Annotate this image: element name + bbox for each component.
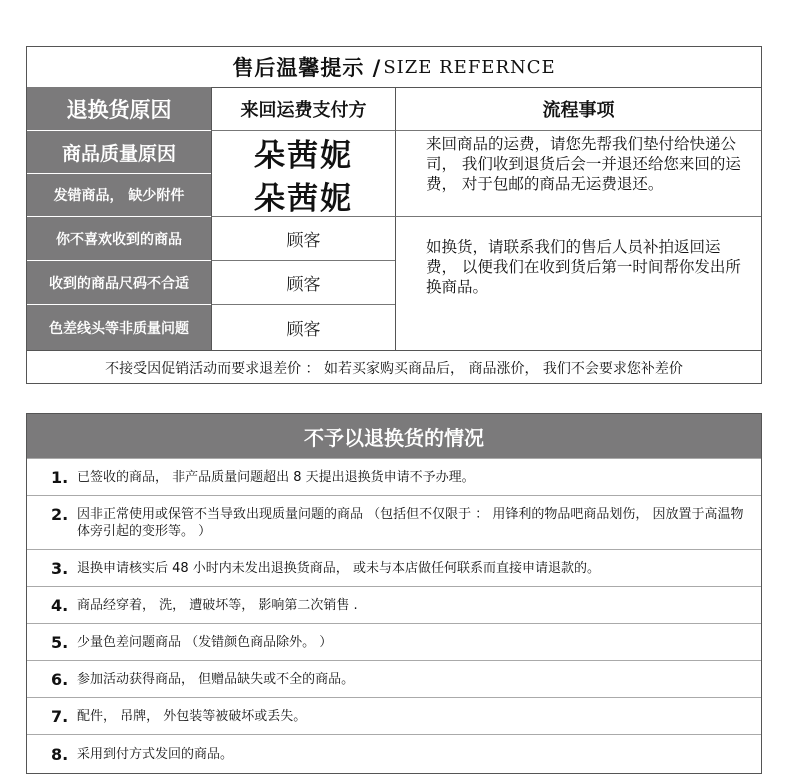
payer-customer-3: 顾客 — [211, 305, 395, 350]
payer-brand-2: 朵茜妮 — [211, 174, 395, 217]
list-item — [27, 697, 761, 734]
process-customer-paid: 如换货，请联系我们的售后人员补拍返回运费， 以便我们在收到货后第一时间帮你发出所换商品。 — [395, 217, 761, 350]
list-item — [27, 660, 761, 697]
reason-wrong-item: 发错商品， 缺少附件 — [27, 174, 211, 217]
item-text: 配件， 吊牌， 外包装等被破坏或丢失。 — [77, 708, 307, 724]
header-reason: 退换货原因 — [27, 87, 211, 131]
item-text: 退换申请核实后 48 小时内未发出退换货商品， 或未与本店做任何联系而直接申请退款的。 — [77, 560, 600, 576]
price-difference-note: 不接受因促销活动而要求退差价 ： 如若买家购买商品后， 商品涨价， 我们不会要求您补差价 — [27, 350, 761, 384]
item-number: 2. — [51, 505, 69, 524]
reason-size: 收到的商品尺码不合适 — [27, 261, 211, 305]
no-return-title: 不予以退换货的情况 — [27, 414, 761, 458]
title-cn: 售后温馨提示 / — [232, 56, 382, 80]
reason-dislike: 你不喜欢收到的商品 — [27, 217, 211, 261]
item-number: 3. — [51, 558, 69, 578]
item-text: 因非正常使用或保管不当导致出现质量问题的商品 （包括但不仅限于 ： 用锋利的物品吧商品划伤， 因放置于高温物体旁引起的变形等。 ） — [77, 506, 744, 539]
process-seller-paid: 来回商品的运费，请您先帮我们垫付给快递公司， 我们收到退货后会一并退还给您来回的运费， 对于包邮的商品无运费退还。 — [395, 131, 761, 217]
item-number: 8. — [51, 744, 69, 764]
item-text: 采用到付方式发回的商品。 — [77, 746, 234, 762]
item-number: 1. — [51, 467, 69, 487]
reason-color-diff: 色差线头等非质量问题 — [27, 305, 211, 350]
list-item — [27, 586, 761, 623]
list-item — [27, 495, 761, 549]
list-item — [27, 734, 761, 773]
header-shipping-payer: 来回运费支付方 — [211, 87, 395, 131]
item-text: 参加活动获得商品， 但赠品缺失或不全的商品。 — [77, 671, 355, 687]
item-text: 少量色差问题商品 （发错颜色商品除外。 ） — [77, 634, 333, 650]
after-sales-table — [26, 46, 762, 384]
list-item — [27, 458, 761, 495]
no-return-table — [26, 413, 762, 774]
item-number: 5. — [51, 632, 69, 652]
payer-customer-2: 顾客 — [211, 261, 395, 305]
item-number: 6. — [51, 669, 69, 689]
item-text: 已签收的商品， 非产品质量问题超出 8 天提出退换货申请不予办理。 — [77, 469, 475, 485]
item-text: 商品经穿着， 洗， 遭破坏等， 影响第二次销售 . — [77, 597, 358, 613]
list-item — [27, 549, 761, 586]
list-item — [27, 623, 761, 660]
header-process: 流程事项 — [395, 87, 761, 131]
table-title — [27, 47, 761, 88]
reason-quality: 商品质量原因 — [27, 131, 211, 174]
title-en: SIZE REFERNCE — [383, 56, 556, 78]
item-number: 7. — [51, 706, 69, 726]
payer-customer-1: 顾客 — [211, 217, 395, 261]
payer-brand-1: 朵茜妮 — [211, 131, 395, 174]
item-number: 4. — [51, 595, 69, 615]
